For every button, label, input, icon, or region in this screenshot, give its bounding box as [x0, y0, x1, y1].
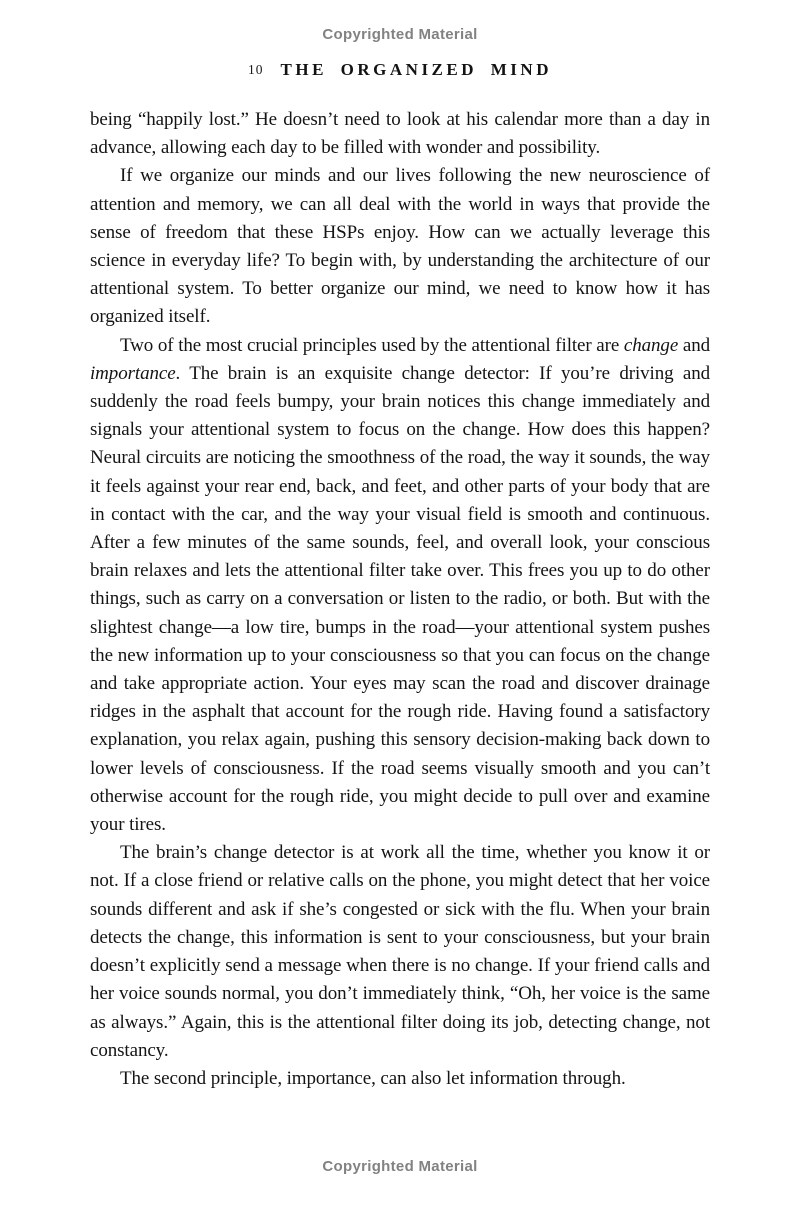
paragraph-organize-minds: If we organize our minds and our lives following the new neuroscience of attention and memory, we can all deal with the world in ways that provide the sense of freedom that these HSPs enjoy. How can we actually leverage this science in everyday life? To begin with, by understanding the architecture of our attentional system. To better organize our mind, we need to know how it has organized itself. — [90, 165, 710, 328]
running-header — [0, 60, 800, 80]
paragraph-change-detector: The brain’s change detector is at work all the time, whether you know it or not. If a close friend or relative calls on the phone, you might detect that her voice sounds different and ask if she’s congested or sick with the flu. When your brain detects the change, this information is sent to your consciousness, but your brain doesn’t explicitly send a message when there is no change. If your friend calls and her voice sounds normal, you don’t immediately think, “Oh, her voice is the same as always.” Again, this is the attentional filter doing its job, detecting change, not constancy. — [90, 842, 710, 1061]
paragraph-continuation: being “happily lost.” He doesn’t need to look at his calendar more than a day in advance, allowing each day to be filled with wonder and possibility. — [90, 109, 710, 159]
paragraph-text: Two of the most crucial principles used by the attentional filter are — [120, 334, 624, 356]
paragraph-text: and — [678, 334, 710, 356]
paragraph-text: . The brain is an exquisite change detector: If you’re driving and suddenly the road feels bumpy, your brain notices this change immediately and signals your attentional system to focus on the change. How does this happen? Neural circuits are noticing the smoothness of the road, the way it sounds, the way it feels against your rear end, back, and feet, and other parts of your body that are in contact with the car, and the way your visual field is smooth and continuous. After a few minutes of the same sounds, feel, and overall look, your conscious brain relaxes and lets the attentional filter take over. This frees you up to do other things, such as carry on a conversation or listen to the radio, or both. But with the slightest change—a low tire, bumps in the road—your attentional system pushes the new information up to your consciousness so that you can focus on the change and take appropriate action. Your eyes may scan the road and discover drainage ridges in the asphalt that account for the rough ride. Having found a satisfactory explanation, you relax again, pushing this sensory decision-making back down to lower levels of consciousness. If the road seems visually smooth and you can’t otherwise account for the rough ride, you might decide to pull over and examine your tires. — [90, 362, 710, 836]
copyright-notice-top: Copyrighted Material — [322, 26, 478, 43]
book-title: THE ORGANIZED MIND — [280, 60, 552, 79]
page-number: 10 — [248, 62, 264, 77]
page-body — [90, 106, 710, 1093]
paragraph-two-principles — [90, 332, 710, 840]
italic-word-change: change — [623, 334, 679, 356]
italic-word-importance: importance — [90, 362, 176, 384]
copyright-notice-bottom: Copyrighted Material — [322, 1158, 478, 1175]
paragraph-second-principle: The second principle, importance, can also let information through. — [120, 1067, 626, 1089]
